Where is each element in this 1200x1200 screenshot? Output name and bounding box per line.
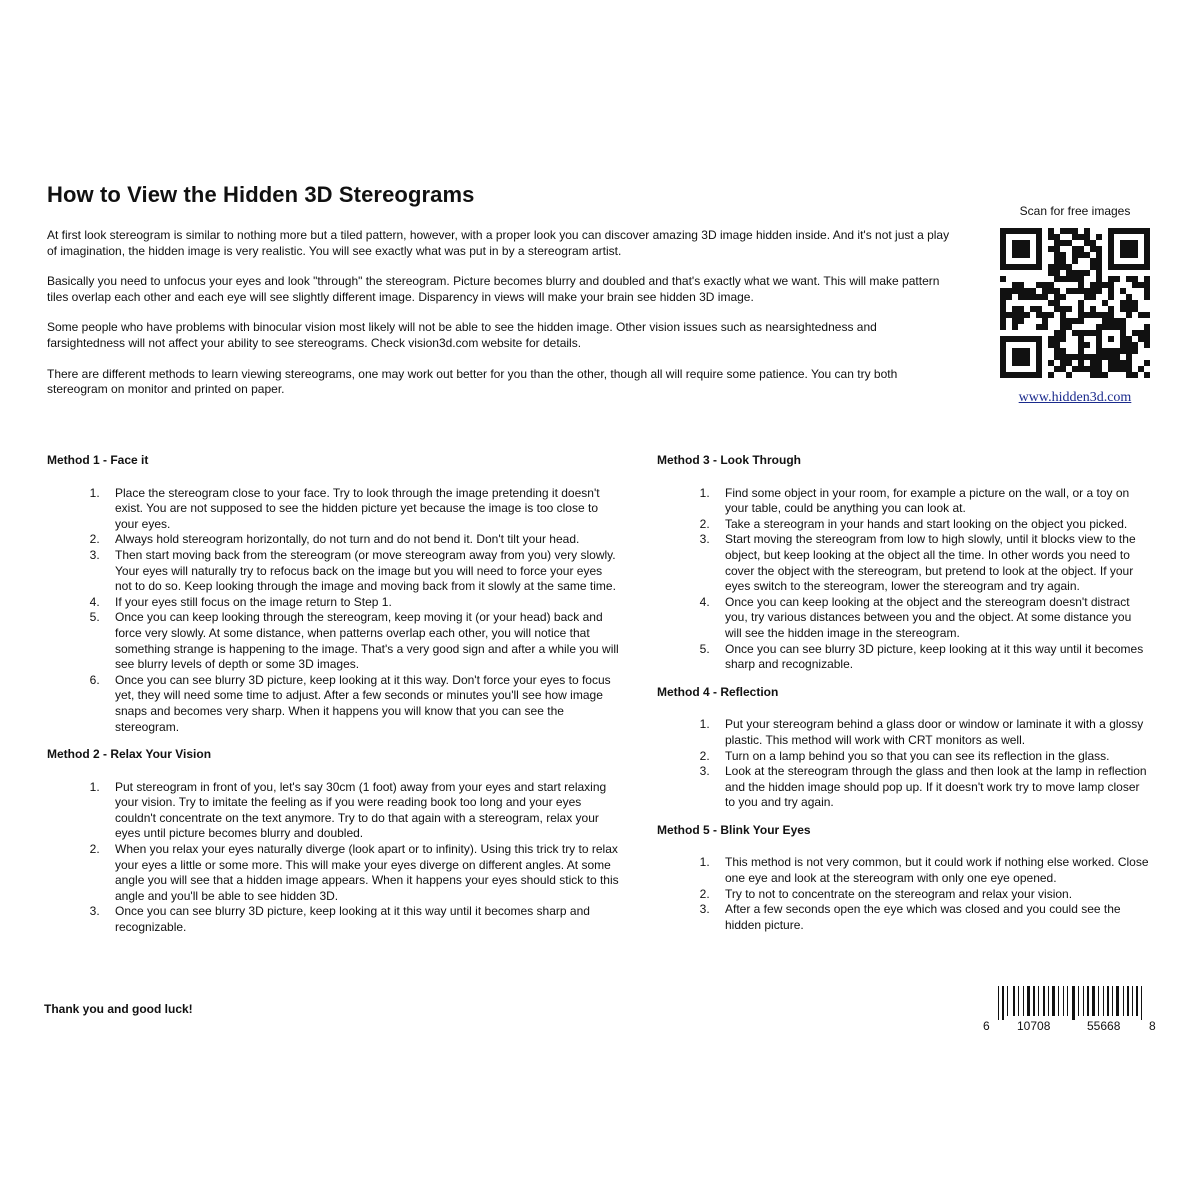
methods-right-column bbox=[657, 453, 1149, 945]
method-heading: Method 2 - Relax Your Vision bbox=[47, 747, 212, 762]
method-block bbox=[657, 823, 1149, 934]
method-block bbox=[47, 747, 619, 936]
method-step: 2. Try to not to concentrate on the stereogram and relax your vision. bbox=[713, 887, 1149, 903]
intro-text bbox=[47, 228, 957, 413]
method-block bbox=[657, 685, 1149, 811]
method-step: 6. Once you can see blurry 3D picture, keep looking at it this way. Don't force your eyes to focus yet, they will need some time to adjust. After a few seconds or minutes you'll see how image snaps and becomes very sharp. When it happens you will know that you can see the stereogram. bbox=[103, 673, 619, 735]
method-steps bbox=[47, 780, 619, 936]
intro-paragraph: Some people who have problems with binocular vision most likely will not be able to see the hidden image. Other vision issues such as nearsightedness and farsightedness will not affect your ability to see stereograms. Check vision3d.com website for details. bbox=[47, 320, 877, 350]
method-step: 1. Put your stereogram behind a glass door or window or laminate it with a glossy plastic. This method will work with CRT monitors as well. bbox=[713, 717, 1149, 748]
method-steps bbox=[657, 855, 1149, 933]
method-step: 3. Look at the stereogram through the glass and then look at the lamp in reflection and the hidden image should pop up. If it doesn't work try to move lamp closer to you and try again. bbox=[713, 764, 1149, 811]
barcode-digit-group: 10708 bbox=[1017, 1019, 1051, 1033]
barcode-graphic bbox=[980, 986, 1160, 1020]
method-step: 3. Start moving the stereogram from low to high slowly, until it blocks view to the object, but keep looking at the object all the time. In other words you need to cover the object with the stereogram, but pretend to look at the object. If your eyes switch to the stereogram, lower the stereogram and try again. bbox=[713, 532, 1149, 594]
method-step: 5. Once you can see blurry 3D picture, keep looking at it this way until it becomes sharp and recognizable. bbox=[713, 642, 1149, 673]
barcode-digit-group: 6 bbox=[983, 1019, 990, 1033]
website-link[interactable]: www.hidden3d.com bbox=[1018, 390, 1132, 405]
method-step: 1. Find some object in your room, for example a picture on the wall, or a toy on your table, could be anything you can look at. bbox=[713, 486, 1149, 517]
method-step: 3. Once you can see blurry 3D picture, keep looking at it this way until it becomes sharp and recognizable. bbox=[103, 904, 619, 935]
method-step: 1. This method is not very common, but it could work if nothing else worked. Close one eye and look at the stereogram with only one eye opened. bbox=[713, 855, 1149, 886]
method-block bbox=[47, 453, 619, 735]
intro-paragraph: There are different methods to learn viewing stereograms, one may work out better for you than the other, though all will require some patience. You can try both stereogram on monitor and printed on paper. bbox=[47, 366, 898, 397]
method-step: 4. Once you can keep looking at the object and the stereogram doesn't distract you, try various distances between you and the object. At some distance you will see the hidden image in the stereogram. bbox=[713, 595, 1149, 642]
barcode-digit-group: 8 bbox=[1149, 1019, 1156, 1033]
method-steps bbox=[657, 486, 1149, 673]
method-step: 2. When you relax your eyes naturally diverge (look apart or to infinity). Using this trick try to relax your eyes a little or some more. This will make your eyes diverge on different angles. At some angle you will see that a hidden image appears. When it happens your eyes should stick to this angle and you'll be able to see hidden 3D. bbox=[103, 842, 619, 904]
method-heading: Method 1 - Face it bbox=[47, 453, 149, 467]
method-step: 2. Turn on a lamp behind you so that you can see its reflection in the glass. bbox=[713, 749, 1149, 765]
qr-code-icon[interactable] bbox=[1000, 228, 1150, 378]
method-block bbox=[657, 453, 1149, 673]
method-step: 2. Always hold stereogram horizontally, do not turn and do not bend it. Don't tilt your head. bbox=[103, 532, 619, 548]
qr-caption: Scan for free images bbox=[1019, 204, 1131, 218]
method-heading: Method 5 - Blink Your Eyes bbox=[657, 822, 811, 837]
closing-text: Thank you and good luck! bbox=[44, 1002, 193, 1016]
method-step: 1. Put stereogram in front of you, let's say 30cm (1 foot) away from your eyes and start relaxing your vision. Try to imitate the feeling as if you were reading book too long and your eyes couldn't concentrate on the text anymore. Try to do that again with a stereogram, relax your eyes until picture becomes blurry and doubled. bbox=[103, 780, 619, 842]
page-title: How to View the Hidden 3D Stereograms bbox=[47, 182, 475, 207]
method-step: 4. If your eyes still focus on the image return to Step 1. bbox=[103, 595, 619, 611]
method-step: 3. After a few seconds open the eye which was closed and you could see the hidden picture. bbox=[713, 902, 1149, 933]
method-step: 5. Once you can keep looking through the stereogram, keep moving it (or your head) back and force very slowly. At some distance, when patterns overlap each other, you will notice that something strange is happening to the image. That's a very good sign and after a while you will see blurry levels of depth or some 3D images. bbox=[103, 610, 619, 672]
method-steps bbox=[657, 717, 1149, 811]
method-heading: Method 4 - Reflection bbox=[657, 684, 779, 699]
barcode-digit-group: 55668 bbox=[1087, 1019, 1121, 1033]
method-step: 1. Place the stereogram close to your face. Try to look through the image pretending it doesn't exist. You are not supposed to see the hidden picture yet because the image is too close to your eyes. bbox=[103, 486, 619, 533]
barcode-icon bbox=[980, 986, 1160, 1036]
method-steps bbox=[47, 486, 619, 736]
method-step: 2. Take a stereogram in your hands and start looking on the object you picked. bbox=[713, 517, 1149, 533]
method-step: 3. Then start moving back from the stereogram (or move stereogram away from you) very slowly. Your eyes will naturally try to refocus back on the image but you will need to force your eyes not to do so. Keep looking through the image and moving back from it slowly at the same time. bbox=[103, 548, 619, 595]
intro-paragraph: Basically you need to unfocus your eyes and look "through" the stereogram. Picture becomes blurry and doubled and that's exactly what we want. This will make pattern tiles overlap each other and each eye will see slightly different image. Disparency in views will make your brain see hidden 3D image. bbox=[47, 274, 940, 304]
method-heading: Method 3 - Look Through bbox=[657, 453, 801, 467]
methods-left-column bbox=[47, 453, 619, 948]
qr-code-graphic bbox=[1000, 228, 1150, 378]
intro-paragraph: At first look stereogram is similar to nothing more but a tiled pattern, however, with a proper look you can discover amazing 3D image hidden inside. And it's not just a play of imagination, the hidden image is very realistic. You will see exactly what was put in by a stereogram artist. bbox=[47, 228, 950, 258]
